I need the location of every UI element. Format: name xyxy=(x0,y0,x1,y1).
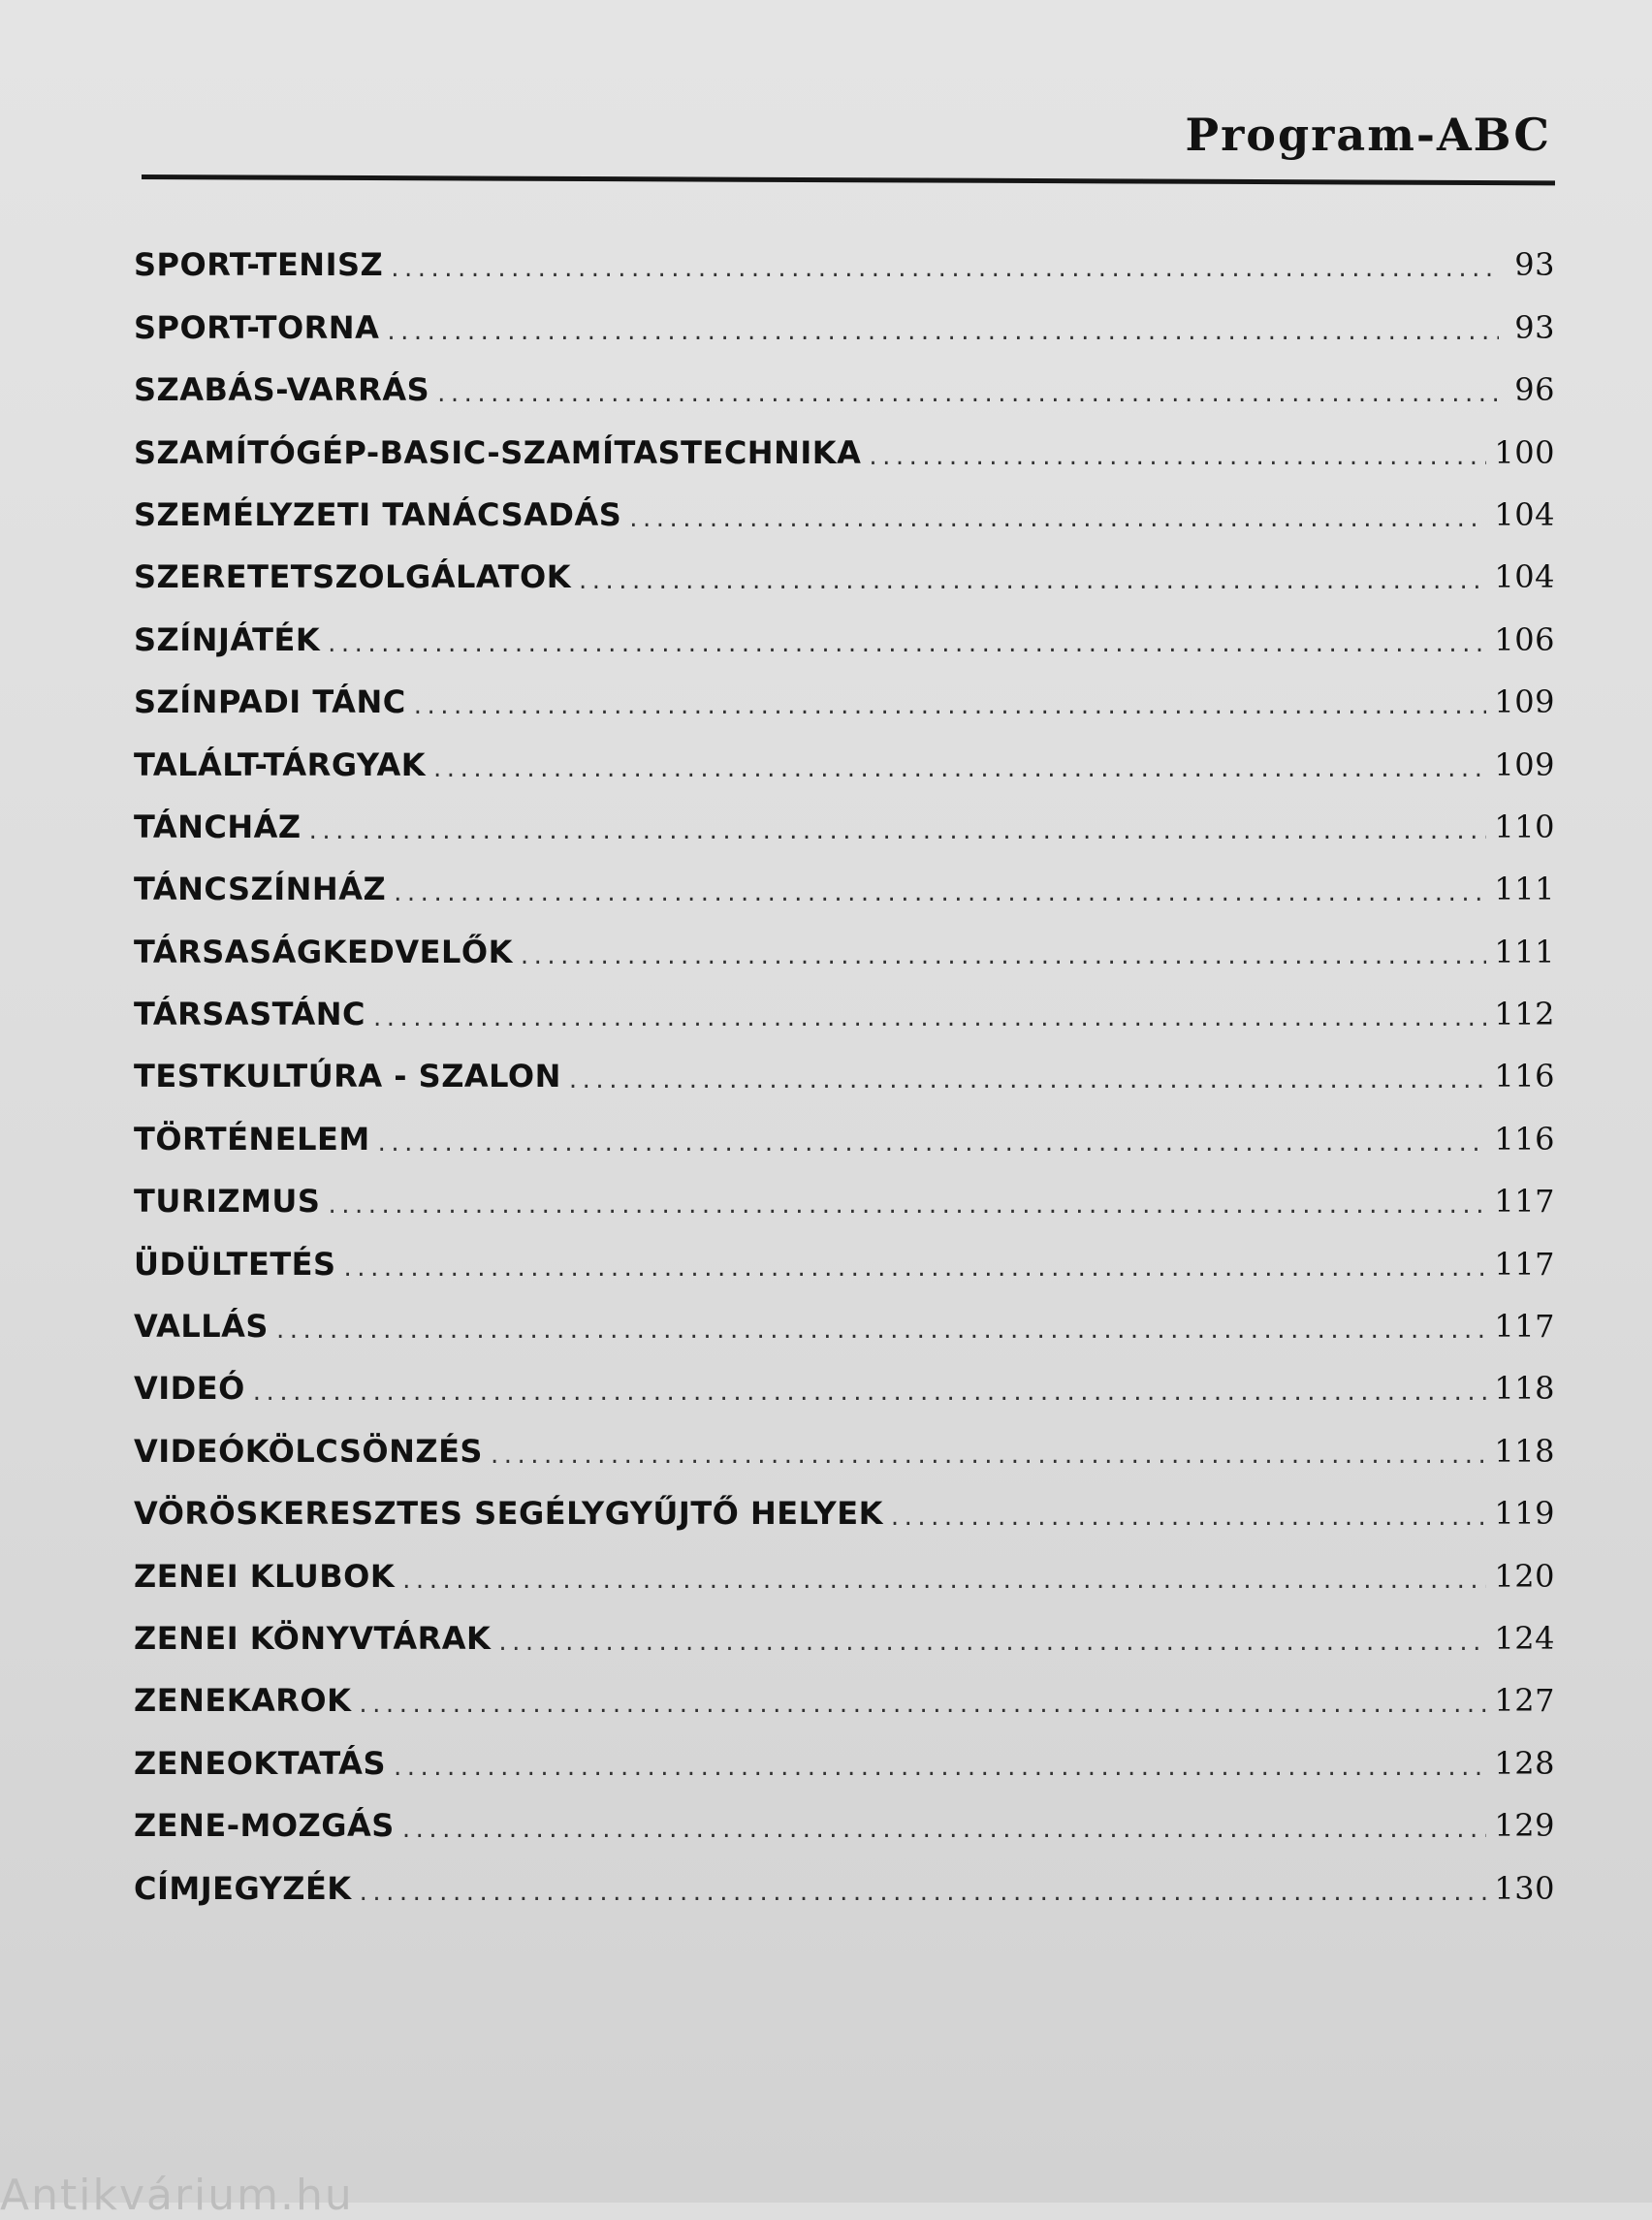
toc-entry xyxy=(134,845,1555,907)
toc-entry-page-number: 111 xyxy=(1494,871,1555,908)
toc-entry-page-number: 118 xyxy=(1494,1370,1555,1408)
toc-dot-leader xyxy=(394,878,1486,907)
toc-entry-page-number: 104 xyxy=(1494,495,1555,533)
toc-entry-page-number: 96 xyxy=(1514,371,1555,409)
toc-entry xyxy=(134,1094,1555,1157)
toc-entry-label: TÁRSASÁGKEDVELŐK xyxy=(134,933,513,970)
toc-entry-label: TÖRTÉNELEM xyxy=(134,1120,370,1158)
toc-entry xyxy=(134,1719,1555,1781)
toc-entry-page-number: 93 xyxy=(1514,308,1555,346)
toc-entry xyxy=(134,1345,1555,1407)
toc-entry-label: VALLÁS xyxy=(134,1308,269,1346)
toc-entry xyxy=(134,658,1555,720)
toc-entry xyxy=(134,595,1555,657)
toc-entry-page-number: 117 xyxy=(1494,1245,1555,1283)
toc-entry xyxy=(134,1782,1555,1844)
toc-entry-label: SZERETETSZOLGÁLATOK xyxy=(134,558,571,596)
toc-entry-label: TESTKULTÚRA - SZALON xyxy=(134,1058,561,1095)
watermark-text: Antikvárium.hu xyxy=(0,2171,354,2220)
toc-entry-label: VIDEÓ xyxy=(134,1370,245,1408)
toc-entry-page-number: 110 xyxy=(1494,808,1555,845)
toc-dot-leader xyxy=(359,1690,1486,1719)
toc-entry-page-number: 106 xyxy=(1494,620,1555,658)
toc-entry xyxy=(134,1470,1555,1532)
toc-entry-label: ZENE-MOZGÁS xyxy=(134,1807,395,1845)
table-of-contents xyxy=(134,221,1555,1907)
toc-entry-page-number: 116 xyxy=(1494,1058,1555,1095)
toc-entry-label: TÁNCHÁZ xyxy=(134,808,302,845)
page-title: Program-ABC xyxy=(1185,109,1551,161)
toc-entry xyxy=(134,408,1555,470)
toc-entry xyxy=(134,283,1555,345)
toc-entry-label: SPORT-TENISZ xyxy=(134,246,384,284)
toc-dot-leader xyxy=(402,1815,1487,1844)
toc-entry xyxy=(134,1032,1555,1094)
toc-entry-label: VIDEÓKÖLCSÖNZÉS xyxy=(134,1432,483,1470)
toc-entry-label: TÁRSASTÁNC xyxy=(134,996,365,1033)
toc-dot-leader xyxy=(328,1190,1486,1220)
toc-entry-page-number: 130 xyxy=(1494,1869,1555,1907)
toc-dot-leader xyxy=(579,566,1486,595)
toc-entry-page-number: 120 xyxy=(1494,1557,1555,1595)
toc-entry-label: ZENEKAROK xyxy=(134,1682,352,1720)
toc-dot-leader xyxy=(491,1441,1486,1470)
toc-dot-leader xyxy=(569,1065,1487,1094)
toc-entry-page-number: 116 xyxy=(1494,1120,1555,1158)
toc-entry-label: TURIZMUS xyxy=(134,1183,321,1221)
toc-entry xyxy=(134,346,1555,408)
toc-dot-leader xyxy=(521,941,1487,970)
toc-entry xyxy=(134,1595,1555,1657)
toc-entry-label: SZÍNPADI TÁNC xyxy=(134,683,406,721)
toc-entry xyxy=(134,533,1555,595)
toc-entry-page-number: 104 xyxy=(1494,558,1555,596)
toc-dot-leader xyxy=(276,1316,1486,1345)
toc-entry xyxy=(134,221,1555,283)
toc-dot-leader xyxy=(373,1003,1486,1032)
toc-entry-label: VÖRÖSKERESZTES SEGÉLYGYŰJTŐ HELYEK xyxy=(134,1495,883,1533)
toc-entry-label: SZABÁS-VARRÁS xyxy=(134,371,430,409)
toc-entry-page-number: 100 xyxy=(1494,433,1555,471)
toc-entry xyxy=(134,1220,1555,1282)
toc-dot-leader xyxy=(344,1253,1487,1283)
toc-entry xyxy=(134,720,1555,782)
toc-entry-page-number: 124 xyxy=(1494,1619,1555,1657)
toc-entry-page-number: 111 xyxy=(1494,933,1555,970)
toc-dot-leader xyxy=(891,1503,1487,1532)
toc-dot-leader xyxy=(378,1128,1487,1158)
toc-entry-label: TÁNCSZÍNHÁZ xyxy=(134,871,387,908)
toc-dot-leader xyxy=(869,442,1486,471)
toc-entry-label: SZAMÍTÓGÉP-BASIC-SZAMÍTASTECHNIKA xyxy=(134,433,862,471)
toc-dot-leader xyxy=(328,629,1486,658)
toc-entry-label: CÍMJEGYZÉK xyxy=(134,1869,352,1907)
toc-entry-label: SPORT-TORNA xyxy=(134,308,380,346)
toc-entry xyxy=(134,1158,1555,1220)
toc-entry xyxy=(134,1657,1555,1719)
toc-entry-page-number: 119 xyxy=(1494,1495,1555,1533)
toc-entry-label: ZENEI KLUBOK xyxy=(134,1557,396,1595)
toc-dot-leader xyxy=(309,816,1487,845)
toc-entry-label: ÜDÜLTETÉS xyxy=(134,1245,336,1283)
toc-entry-page-number: 129 xyxy=(1494,1807,1555,1845)
toc-entry-label: TALÁLT-TÁRGYAK xyxy=(134,745,427,783)
toc-entry-label: ZENEOKTATÁS xyxy=(134,1744,386,1782)
toc-entry-label: ZENEI KÖNYVTÁRAK xyxy=(134,1619,492,1657)
toc-entry xyxy=(134,1532,1555,1594)
toc-entry-page-number: 117 xyxy=(1494,1183,1555,1221)
toc-entry-label: SZEMÉLYZETI TANÁCSADÁS xyxy=(134,495,622,533)
toc-dot-leader xyxy=(433,754,1486,783)
toc-entry-page-number: 93 xyxy=(1514,246,1555,284)
toc-dot-leader xyxy=(402,1566,1486,1595)
toc-dot-leader xyxy=(387,317,1499,346)
toc-entry-page-number: 127 xyxy=(1494,1682,1555,1720)
toc-entry xyxy=(134,471,1555,533)
toc-dot-leader xyxy=(437,379,1499,408)
toc-entry xyxy=(134,1407,1555,1469)
toc-dot-leader xyxy=(391,254,1499,283)
toc-entry-page-number: 118 xyxy=(1494,1432,1555,1470)
toc-entry-page-number: 117 xyxy=(1494,1308,1555,1346)
toc-entry-label: SZÍNJÁTÉK xyxy=(134,620,321,658)
toc-dot-leader xyxy=(253,1378,1487,1407)
toc-dot-leader xyxy=(629,504,1486,533)
toc-entry-page-number: 109 xyxy=(1494,745,1555,783)
toc-entry xyxy=(134,970,1555,1032)
header-divider xyxy=(142,174,1555,185)
toc-dot-leader xyxy=(414,691,1487,720)
toc-entry-page-number: 112 xyxy=(1494,996,1555,1033)
toc-entry xyxy=(134,1844,1555,1906)
toc-dot-leader xyxy=(360,1878,1487,1907)
toc-entry-page-number: 128 xyxy=(1494,1744,1555,1782)
toc-entry xyxy=(134,907,1555,969)
toc-entry-page-number: 109 xyxy=(1494,683,1555,721)
toc-dot-leader xyxy=(394,1753,1486,1782)
toc-dot-leader xyxy=(498,1628,1486,1657)
toc-entry xyxy=(134,1283,1555,1345)
toc-entry xyxy=(134,783,1555,845)
